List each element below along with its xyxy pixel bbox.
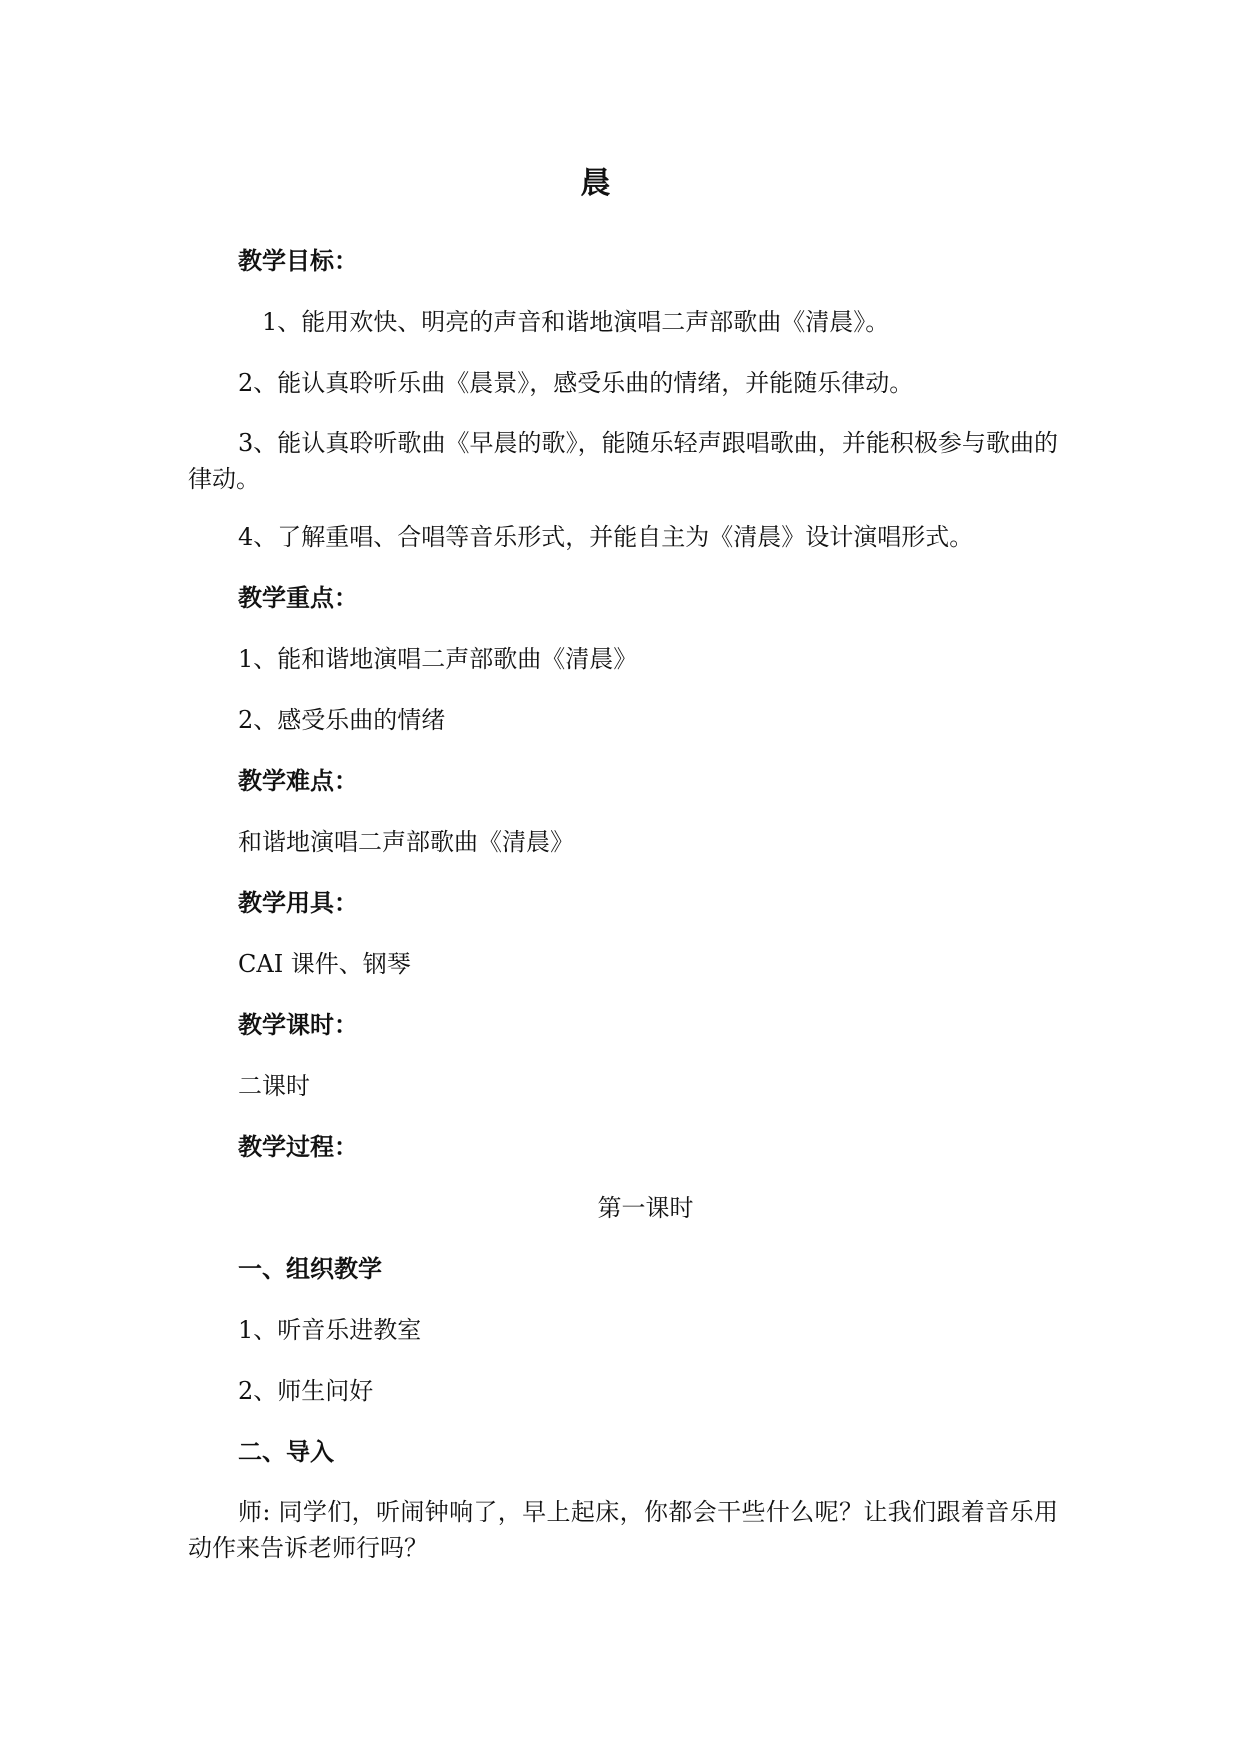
process-heading: 教学过程： xyxy=(238,1132,358,1161)
document-title: 晨 xyxy=(580,166,611,201)
objective-item-1: 1、能用欢快、明亮的声音和谐地演唱二声部歌曲《清晨》。 xyxy=(262,308,890,336)
difficulties-heading: 教学难点： xyxy=(238,766,358,795)
key-point-item-1: 1、能和谐地演唱二声部歌曲《清晨》 xyxy=(238,645,638,673)
objective-item-3: 3、能认真聆听歌曲《早晨的歌》，能随乐轻声跟唱歌曲，并能积极参与歌曲的律动。 xyxy=(188,429,1058,493)
objective-item-2: 2、能认真聆听乐曲《晨景》，感受乐曲的情绪，并能随乐律动。 xyxy=(238,369,914,397)
tools-text: CAI 课件、钢琴 xyxy=(238,950,411,978)
difficulties-text: 和谐地演唱二声部歌曲《清晨》 xyxy=(238,828,574,856)
objective-item-4: 4、了解重唱、合唱等音乐形式，并能自主为《清晨》设计演唱形式。 xyxy=(238,523,974,551)
key-point-item-2: 2、感受乐曲的情绪 xyxy=(238,706,446,734)
objectives-heading: 教学目标： xyxy=(238,246,358,275)
tools-heading: 教学用具： xyxy=(238,888,358,917)
key-points-heading: 教学重点： xyxy=(238,583,358,612)
section-1-item-1: 1、听音乐进教室 xyxy=(238,1316,422,1344)
hours-heading: 教学课时： xyxy=(238,1010,358,1039)
section-2-heading: 二、导入 xyxy=(238,1437,334,1466)
section-1-heading: 一、组织教学 xyxy=(238,1254,382,1283)
hours-text: 二课时 xyxy=(238,1072,310,1100)
section-2-text: 师: 同学们，听闹钟响了，早上起床，你都会干些什么呢？让我们跟着音乐用动作来告诉老师行吗？ xyxy=(188,1498,1058,1562)
section-1-item-2: 2、师生问好 xyxy=(238,1377,374,1405)
lesson-label: 第一课时 xyxy=(597,1194,694,1222)
